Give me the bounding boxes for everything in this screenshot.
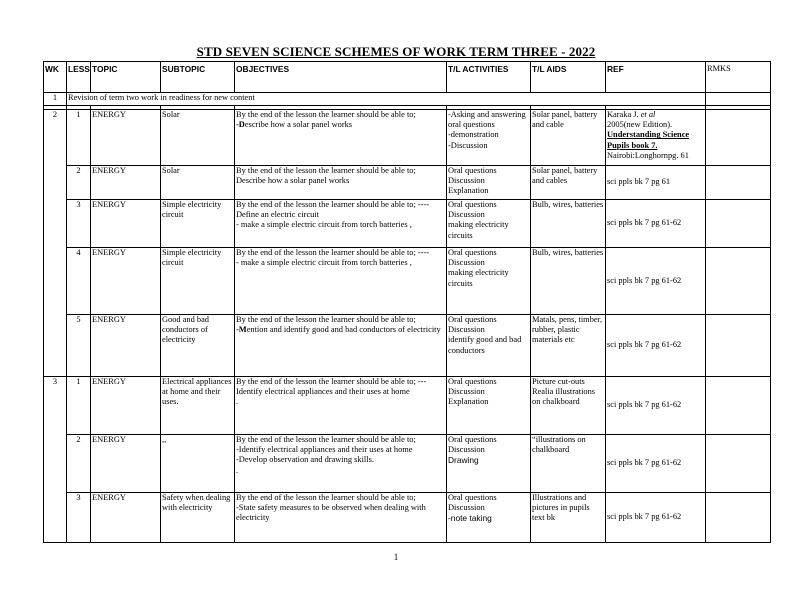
table-row	[44, 166, 771, 200]
subtopic-cell: ,,	[161, 435, 235, 493]
subtopic-cell: Simple electricity circuit	[161, 248, 235, 315]
activity-line: Oral questions	[448, 315, 497, 324]
ref-cell: sci ppls bk 7 pg 61-62	[606, 435, 706, 493]
ref-cell: sci ppls bk 7 pg 61-62	[606, 315, 706, 377]
activity-line: -Asking and answering oral questions	[448, 110, 526, 130]
activity-line: -demonstration	[448, 130, 499, 140]
lesson-cell: 4	[67, 248, 91, 315]
activity-line: Discussion	[448, 258, 485, 268]
aids-cell: Solar panel, battery and cables	[531, 166, 606, 200]
revision-row	[44, 93, 771, 106]
objective-line: By the end of the lesson the learner should be able to;	[236, 315, 416, 324]
aids-cell: “illustrations on chalkboard	[531, 435, 606, 493]
objectives-cell	[235, 315, 447, 377]
activities-cell	[447, 315, 531, 377]
objectives-cell	[235, 248, 447, 315]
header-less: LESS	[67, 62, 91, 93]
topic-cell: ENERGY	[91, 377, 161, 435]
page-number: 1	[393, 552, 399, 562]
activity-line: -note taking	[448, 513, 492, 524]
rmks-cell	[706, 166, 771, 200]
ref-cell: sci ppls bk 7 pg 61	[606, 166, 706, 200]
topic-cell: ENERGY	[91, 166, 161, 200]
activities-cell	[447, 377, 531, 435]
aids-cell: Matals, pens, timber, rubber, plastic materials etc	[531, 315, 606, 377]
table-row	[44, 377, 771, 435]
activities-cell	[447, 166, 531, 200]
rmks-cell	[706, 435, 771, 493]
rmks-cell	[706, 248, 771, 315]
objective-line: By the end of the lesson the learner should be able to;	[236, 166, 416, 175]
lesson-cell: 3	[67, 493, 91, 543]
ref-cell: sci ppls bk 7 pg 61-62	[606, 200, 706, 248]
objective-line: By the end of the lesson the learner should be able to;	[236, 110, 416, 119]
revision-text: Revision of term two work in readiness for new content	[67, 93, 706, 106]
objective-line: By the end of the lesson the learner should be able to;	[236, 435, 416, 444]
header-rmks: RMKS	[706, 62, 771, 93]
header-wk: WK	[44, 62, 67, 93]
topic-cell: ENERGY	[91, 435, 161, 493]
activities-cell	[447, 200, 531, 248]
activities-cell	[447, 435, 531, 493]
lesson-cell: 1	[67, 377, 91, 435]
objective-text: ention and identify good and bad conductors of electricity	[246, 325, 441, 335]
table-row	[44, 493, 771, 543]
lesson-cell: 2	[67, 166, 91, 200]
activities-cell	[447, 248, 531, 315]
rmks-cell	[706, 93, 771, 106]
objective-line: By the end of the lesson the learner should be able to; ----	[236, 248, 430, 257]
objective-line: -State safety measures to be observed when dealing with electricity	[236, 503, 426, 523]
activity-line: -Discussion	[448, 140, 488, 150]
objectives-cell	[235, 110, 447, 166]
activity-line: Oral questions	[448, 200, 497, 209]
objective-line: .	[236, 397, 239, 407]
objectives-cell	[235, 200, 447, 248]
activity-line: making electricity circuits	[448, 220, 509, 240]
rmks-cell	[706, 110, 771, 166]
activity-line: Oral questions	[448, 166, 497, 175]
activity-line: Discussion	[448, 387, 485, 397]
header-topic: TOPIC	[91, 62, 161, 93]
activity-line: identify good and bad conductors	[448, 335, 522, 355]
activity-line: Discussion	[448, 325, 485, 335]
activities-cell	[447, 493, 531, 543]
week-cell: 1	[44, 93, 67, 106]
topic-cell: ENERGY	[91, 110, 161, 166]
table-row	[44, 248, 771, 315]
header-aids: T/L AIDS	[531, 62, 606, 93]
objectives-cell	[235, 493, 447, 543]
header-ref: REF	[606, 62, 706, 93]
rmks-cell	[706, 377, 771, 435]
ref-cell: sci ppls bk 7 pg 61-62	[606, 248, 706, 315]
activity-line: Discussion	[448, 445, 485, 455]
table-row	[44, 200, 771, 248]
ref-line: 2005(new Edition).	[607, 120, 673, 130]
aids-cell: Bulb, wires, batteries	[531, 248, 606, 315]
objectives-cell	[235, 435, 447, 493]
subtopic-cell: Solar	[161, 166, 235, 200]
topic-cell: ENERGY	[91, 248, 161, 315]
week-cell: 3	[44, 377, 67, 543]
objective-line: Describe how a solar panel works	[236, 176, 350, 186]
activity-line: Oral questions	[448, 435, 497, 444]
activities-cell	[447, 110, 531, 166]
activity-line: Oral questions	[448, 493, 497, 502]
ref-etal: et al	[640, 110, 656, 119]
lesson-cell: 3	[67, 200, 91, 248]
rmks-cell	[706, 200, 771, 248]
aids-cell: Bulb, wires, batteries	[531, 200, 606, 248]
activity-line: Oral questions	[448, 248, 497, 257]
document-title: STD SEVEN SCIENCE SCHEMES OF WORK TERM THREE - 2022	[196, 44, 596, 59]
ref-line	[607, 110, 704, 120]
table-row	[44, 435, 771, 493]
objective-line	[236, 325, 445, 335]
activity-line: Drawing	[448, 455, 479, 466]
ref-author: Karaka J.	[607, 110, 641, 119]
objective-line: By the end of the lesson the learner should be able to; ---Identify electrical appliances and their uses at home	[236, 377, 427, 397]
objective-line: By the end of the lesson the learner should be able to; ----Define an electric circuit	[236, 200, 430, 220]
objective-line	[236, 120, 445, 130]
scheme-table	[43, 61, 771, 543]
objective-bold-prefix: -M	[236, 325, 247, 335]
ref-line: Nairobi:Longhornpg. 61	[607, 150, 689, 160]
subtopic-cell: Good and bad conductors of electricity	[161, 315, 235, 377]
objective-line: By the end of the lesson the learner should be able to;	[236, 493, 416, 502]
lesson-cell: 1	[67, 110, 91, 166]
subtopic-cell: Electrical appliances at home and their uses.	[161, 377, 235, 435]
week-cell: 2	[44, 110, 67, 377]
topic-cell: ENERGY	[91, 315, 161, 377]
header-row	[44, 62, 771, 93]
header-subtopic: SUBTOPIC	[161, 62, 235, 93]
subtopic-cell: Safety when dealing with electricity	[161, 493, 235, 543]
objective-line: -Develop observation and drawing skills.	[236, 455, 374, 465]
ref-book-title: Understanding Science Pupils book 7.	[607, 130, 690, 150]
rmks-cell	[706, 315, 771, 377]
objective-line: - make a simple electric circuit from torch batteries ,	[236, 258, 412, 268]
lesson-cell: 5	[67, 315, 91, 377]
activity-line: making electricity circuits	[448, 268, 509, 288]
table-row	[44, 110, 771, 166]
subtopic-cell: Simple electricity circuit	[161, 200, 235, 248]
ref-cell: sci ppls bk 7 pg 61-62	[606, 493, 706, 543]
header-objectives: OBJECTIVES	[235, 62, 447, 93]
objective-bold-prefix: -D	[236, 120, 245, 130]
ref-cell	[606, 110, 706, 166]
activity-line: Explanation	[448, 186, 489, 196]
objectives-cell	[235, 377, 447, 435]
topic-cell: ENERGY	[91, 493, 161, 543]
activity-line: Discussion	[448, 176, 485, 186]
activity-line: Oral questions	[448, 377, 497, 386]
lesson-cell: 2	[67, 435, 91, 493]
activity-line: Explanation	[448, 397, 489, 407]
objective-line: -Identify electrical appliances and their uses at home	[236, 445, 413, 455]
objectives-cell	[235, 166, 447, 200]
ref-cell: sci ppls bk 7 pg 61-62	[606, 377, 706, 435]
aids-cell: Picture cut-outs Realia illustrations on chalkboard	[531, 377, 606, 435]
aids-cell: Solar panel, battery and cable	[531, 110, 606, 166]
subtopic-cell: Solar	[161, 110, 235, 166]
topic-cell: ENERGY	[91, 200, 161, 248]
objective-line: .	[236, 465, 239, 475]
header-activities: T/L ACTIVITIES	[447, 62, 531, 93]
objective-text: escribe how a solar panel works	[244, 120, 353, 130]
table-row	[44, 315, 771, 377]
rmks-cell	[706, 493, 771, 543]
activity-line: Discussion	[448, 503, 485, 513]
activity-line: Discussion	[448, 210, 485, 220]
objective-line: - make a simple electric circuit from torch batteries ,	[236, 220, 412, 230]
aids-cell: Illustrations and pictures in pupils text bk	[531, 493, 606, 543]
